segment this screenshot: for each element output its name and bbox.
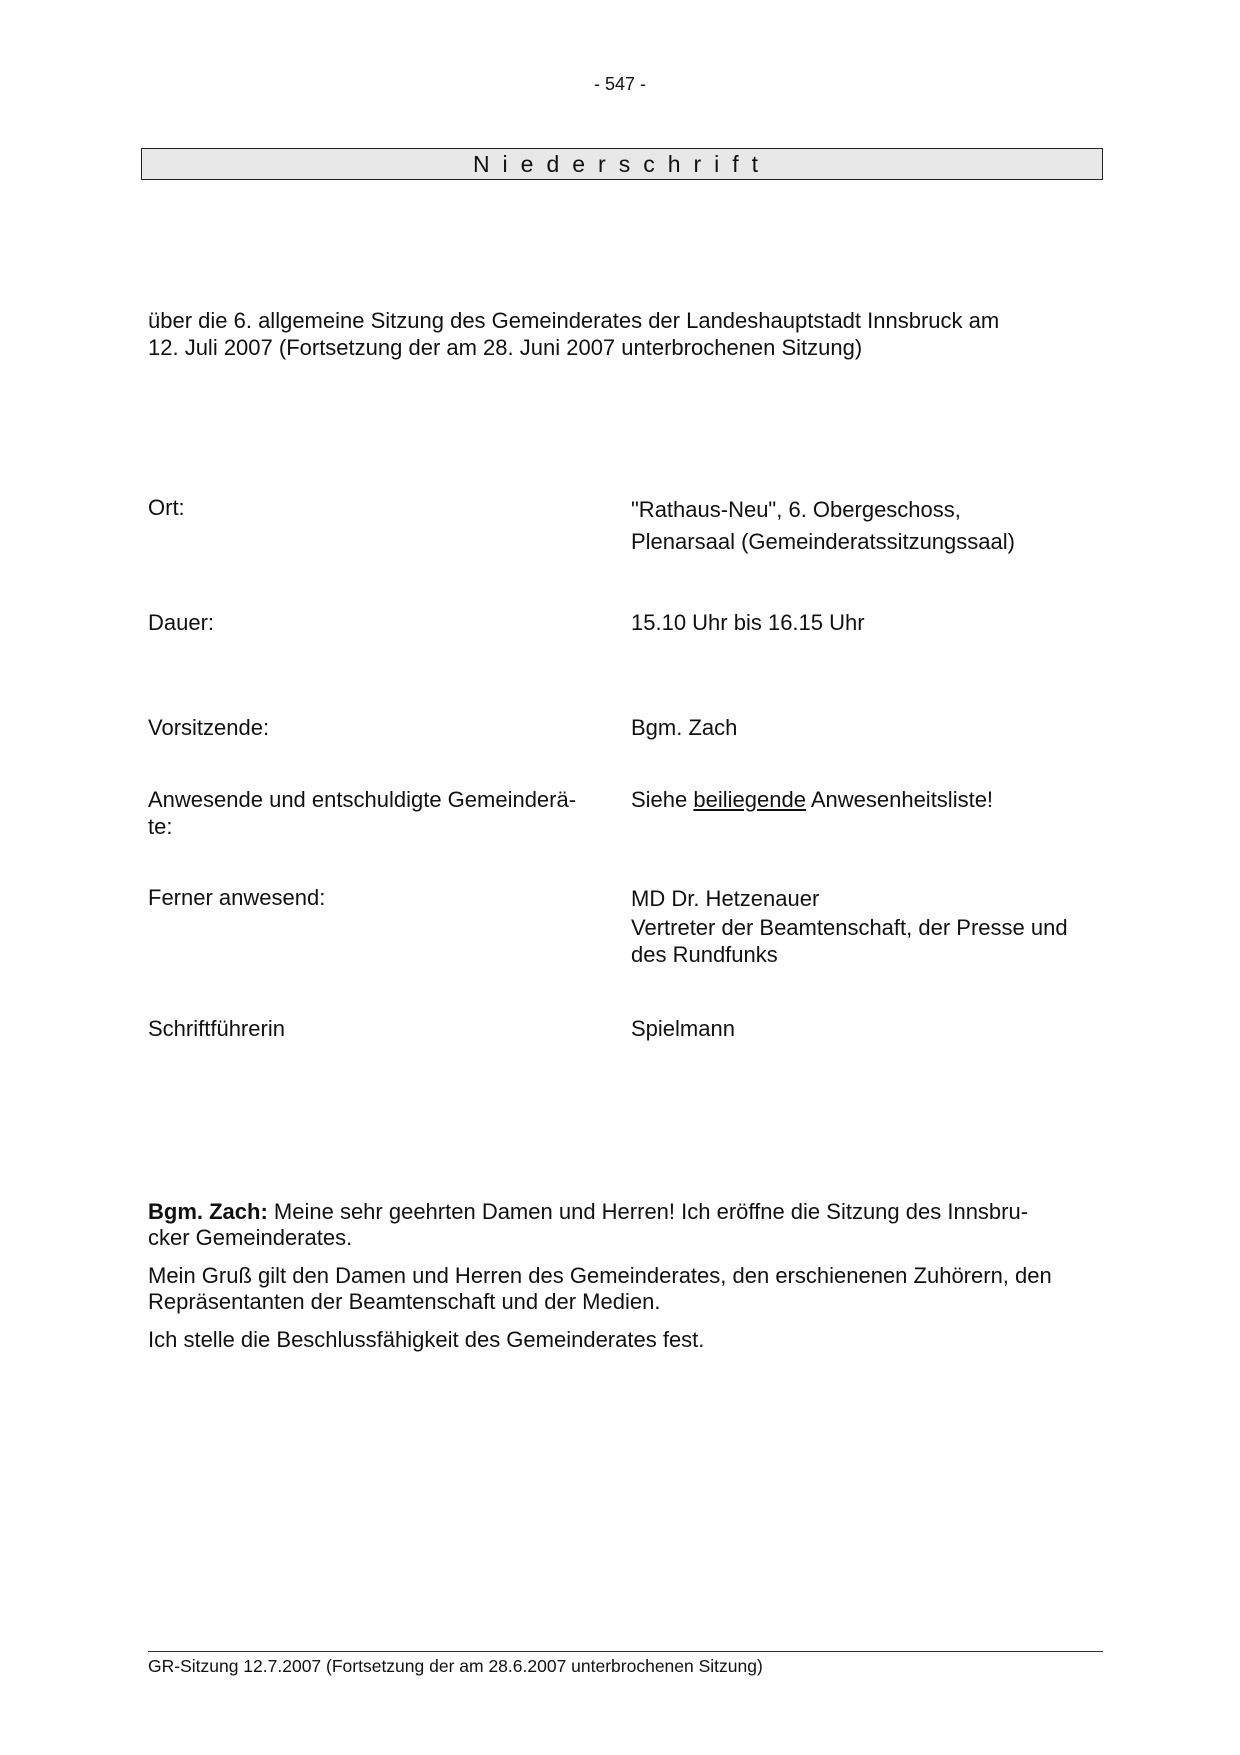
speech-paragraph	[148, 1327, 1108, 1353]
detail-value	[631, 786, 1111, 813]
speech-paragraph	[148, 1199, 1108, 1251]
detail-value-line: Plenarsaal (Gemeinderatssitzungssaal)	[631, 529, 1015, 554]
detail-label-line: Anwesende und entschuldigte Gemeinderä-	[148, 787, 577, 812]
underlined-word: beiliegende	[693, 787, 806, 812]
document-title: Niederschrift	[141, 148, 1103, 180]
detail-label: Dauer:	[148, 610, 215, 635]
detail-value-line: MD Dr. Hetzenauer	[631, 886, 820, 911]
detail-value: Spielmann	[631, 1016, 735, 1041]
page-number: - 547 -	[593, 74, 647, 94]
detail-label-line: te:	[148, 814, 173, 839]
document-subject	[148, 307, 1108, 361]
speech-paragraph	[148, 1263, 1108, 1315]
subject-line: über die 6. allgemeine Sitzung des Gemeinderates der Landeshauptstadt Innsbruck am	[148, 308, 1000, 333]
detail-label: Ort:	[148, 495, 185, 520]
page-footer: GR-Sitzung 12.7.2007 (Fortsetzung der am 28.6.2007 unterbrochenen Sitzung)	[148, 1656, 763, 1676]
footer-divider	[148, 1651, 1103, 1652]
speaker-name: Bgm. Zach:	[148, 1199, 268, 1224]
detail-value-line: Vertreter der Beamtenschaft, der Presse und	[631, 915, 1068, 940]
speech-text: Meine sehr geehrten Damen und Herren! Ich eröffne die Sitzung des Innsbru-	[267, 1199, 1029, 1224]
detail-value	[631, 494, 1111, 558]
detail-value: Bgm. Zach	[631, 715, 738, 740]
speech-text: Ich stelle die Beschlussfähigkeit des Gemeinderates fest.	[148, 1327, 705, 1352]
speech-text: Mein Gruß gilt den Damen und Herren des Gemeinderates, den erschienenen Zuhörern, den	[148, 1263, 1052, 1288]
speech-text: Repräsentanten der Beamtenschaft und der Medien.	[148, 1289, 661, 1314]
detail-value-line: des Rundfunks	[631, 942, 778, 967]
value-suffix: Anwesenheitsliste!	[805, 787, 994, 812]
value-prefix: Siehe	[631, 787, 694, 812]
detail-label: Ferner anwesend:	[148, 885, 326, 910]
detail-label: Vorsitzende:	[148, 715, 270, 740]
detail-value	[631, 884, 1111, 968]
speech-text: cker Gemeinderates.	[148, 1225, 353, 1250]
subject-line: 12. Juli 2007 (Fortsetzung der am 28. Juni 2007 unterbrochenen Sitzung)	[148, 335, 863, 360]
detail-value-line: "Rathaus-Neu", 6. Obergeschoss,	[631, 497, 961, 522]
speech-block	[148, 1199, 1108, 1365]
detail-label: Schriftführerin	[148, 1016, 285, 1041]
detail-label	[148, 786, 608, 840]
detail-value: 15.10 Uhr bis 16.15 Uhr	[631, 610, 865, 635]
